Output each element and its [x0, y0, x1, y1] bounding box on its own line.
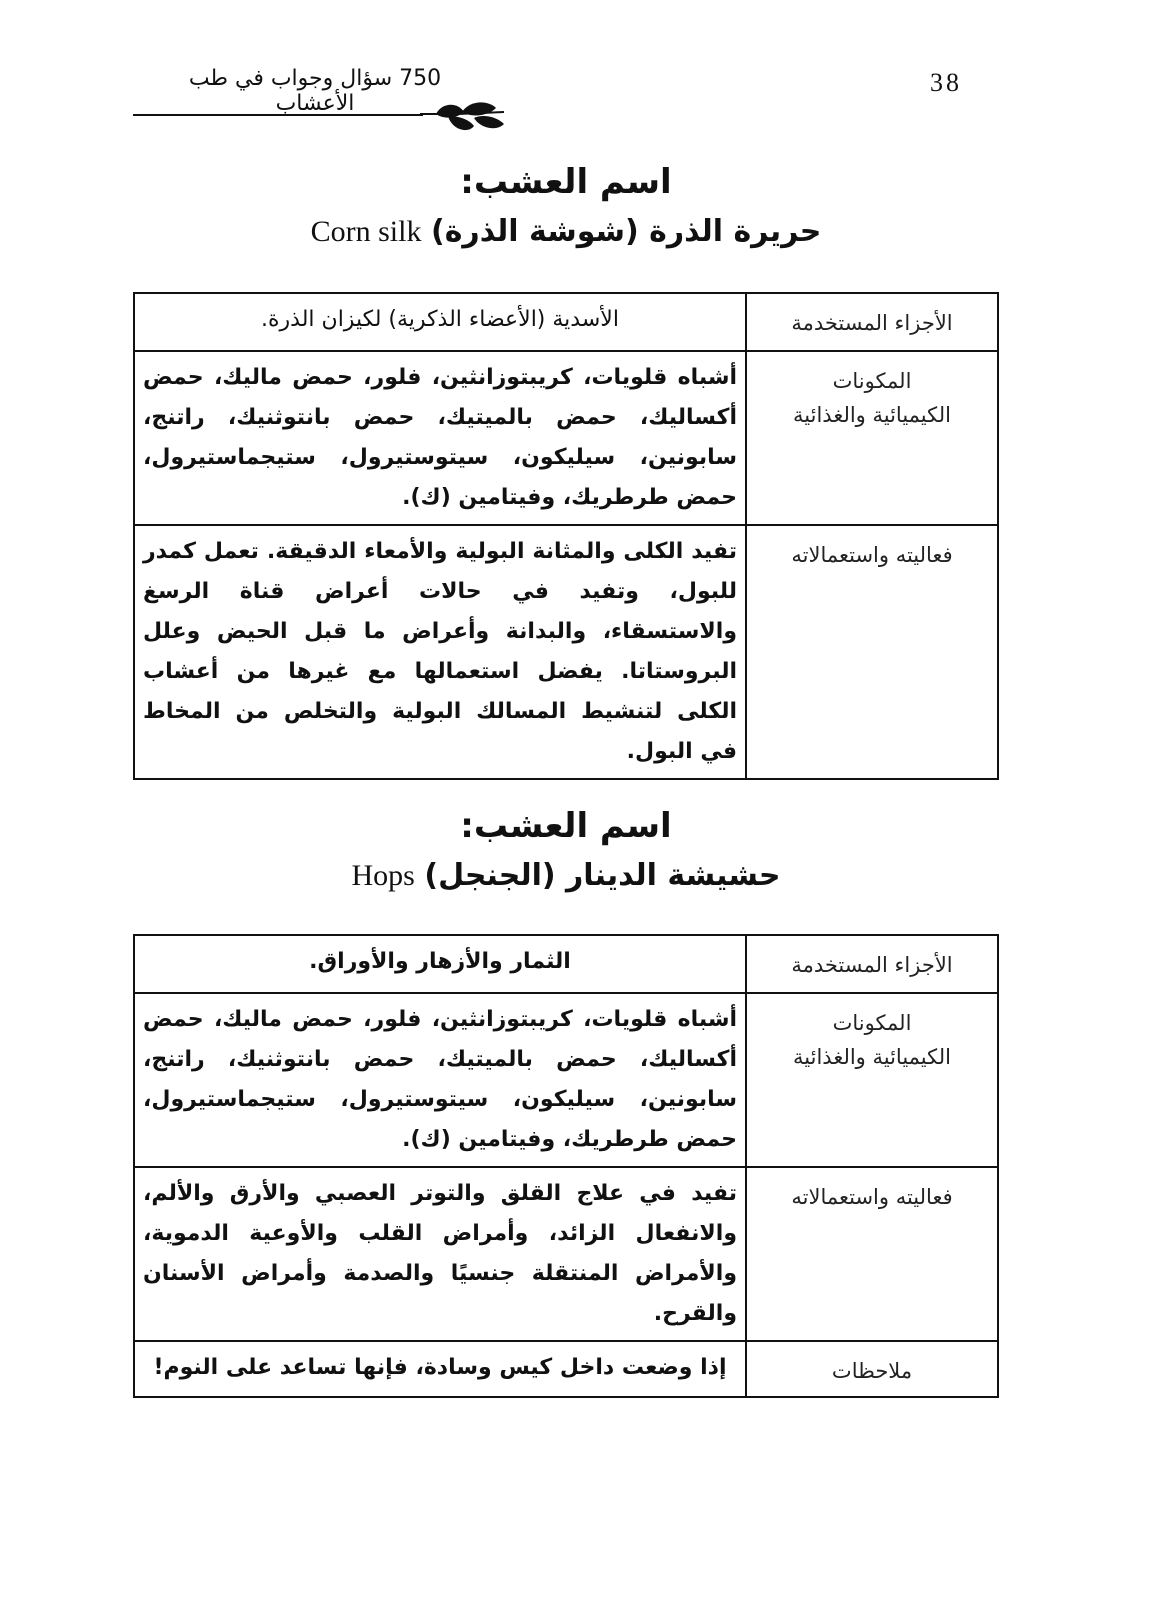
- herb-label: اسم العشب:: [460, 162, 672, 202]
- row-value-cell: تفيد في علاج القلق والتوتر العصبي والأرق والألم، والانفعال الزائد، وأمراض القلب والأوعية الدموية، والأمراض المنتقلة جنسيًا والصدمة وأمراض الأسنان والقرح.: [134, 1167, 746, 1341]
- herb-table-1: [133, 292, 999, 780]
- herb-name: [133, 208, 999, 256]
- row-value-cell: إذا وضعت داخل كيس وسادة، فإنها تساعد على النوم!: [134, 1341, 746, 1397]
- row-label-cell: فعاليته واستعمالاته: [746, 1167, 998, 1341]
- table-row: [134, 351, 998, 525]
- row-label-cell: الأجزاء المستخدمة: [746, 293, 998, 351]
- header-rule: [133, 114, 423, 116]
- row-value-cell: الثمار والأزهار والأوراق.: [134, 935, 746, 993]
- herb-table-2: [133, 934, 999, 1398]
- row-value-cell: تفيد الكلى والمثانة البولية والأمعاء الدقيقة. تعمل كمدر للبول، وتفيد في حالات أعراض قناة الرسغ والاستسقاء، والبدانة وأعراض ما قبل الحيض وعلل البروستاتا. يفضل استعمالها مع غيرها من أعشاب الكلى لتنشيط المسالك البولية والتخلص من المخاط في البول.: [134, 525, 746, 779]
- table-row: [134, 935, 998, 993]
- table-row: [134, 1341, 998, 1397]
- leaf-ornament-icon: [418, 98, 508, 138]
- row-label-cell: ملاحظات: [746, 1341, 998, 1397]
- herb-name-arabic: حشيشة الدينار (الجنجل): [424, 858, 781, 893]
- row-value-cell: الأسدية (الأعضاء الذكرية) لكيزان الذرة.: [134, 293, 746, 351]
- table-row: [134, 293, 998, 351]
- row-value-cell: أشباه قلويات، كريبتوزانثين، فلور، حمض ماليك، حمض أكساليك، حمض بالميتيك، حمض بانتوثنيك، راتنج، سابونين، سيليكون، سيتوستيرول، ستيجماستيرول، حمض طرطريك، وفيتامين (ك).: [134, 351, 746, 525]
- row-value-cell: أشباه قلويات، كريبتوزانثين، فلور، حمض ماليك، حمض أكساليك، حمض بالميتيك، حمض بانتوثنيك، راتنج، سابونين، سيليكون، سيتوستيرول، ستيجماستيرول، حمض طرطريك، وفيتامين (ك).: [134, 993, 746, 1167]
- row-label-cell: المكونات الكيميائية والغذائية: [746, 993, 998, 1167]
- row-label-cell: الأجزاء المستخدمة: [746, 935, 998, 993]
- row-label-cell: المكونات الكيميائية والغذائية: [746, 351, 998, 525]
- table-row: [134, 993, 998, 1167]
- herb-name: [133, 852, 999, 900]
- herb-heading-1: [133, 160, 999, 256]
- herb-name-latin: Corn silk: [310, 215, 422, 248]
- table-row: [134, 525, 998, 779]
- page-number: 38: [930, 68, 962, 97]
- row-label-cell: فعاليته واستعمالاته: [746, 525, 998, 779]
- running-title: 750 سؤال وجواب في طب الأعشاب: [188, 66, 442, 116]
- herb-heading-2: [133, 804, 999, 900]
- herb-name-latin: Hops: [351, 859, 415, 892]
- herb-label: اسم العشب:: [460, 806, 672, 846]
- table-row: [134, 1167, 998, 1341]
- herb-name-arabic: حريرة الذرة (شوشة الذرة): [431, 214, 822, 249]
